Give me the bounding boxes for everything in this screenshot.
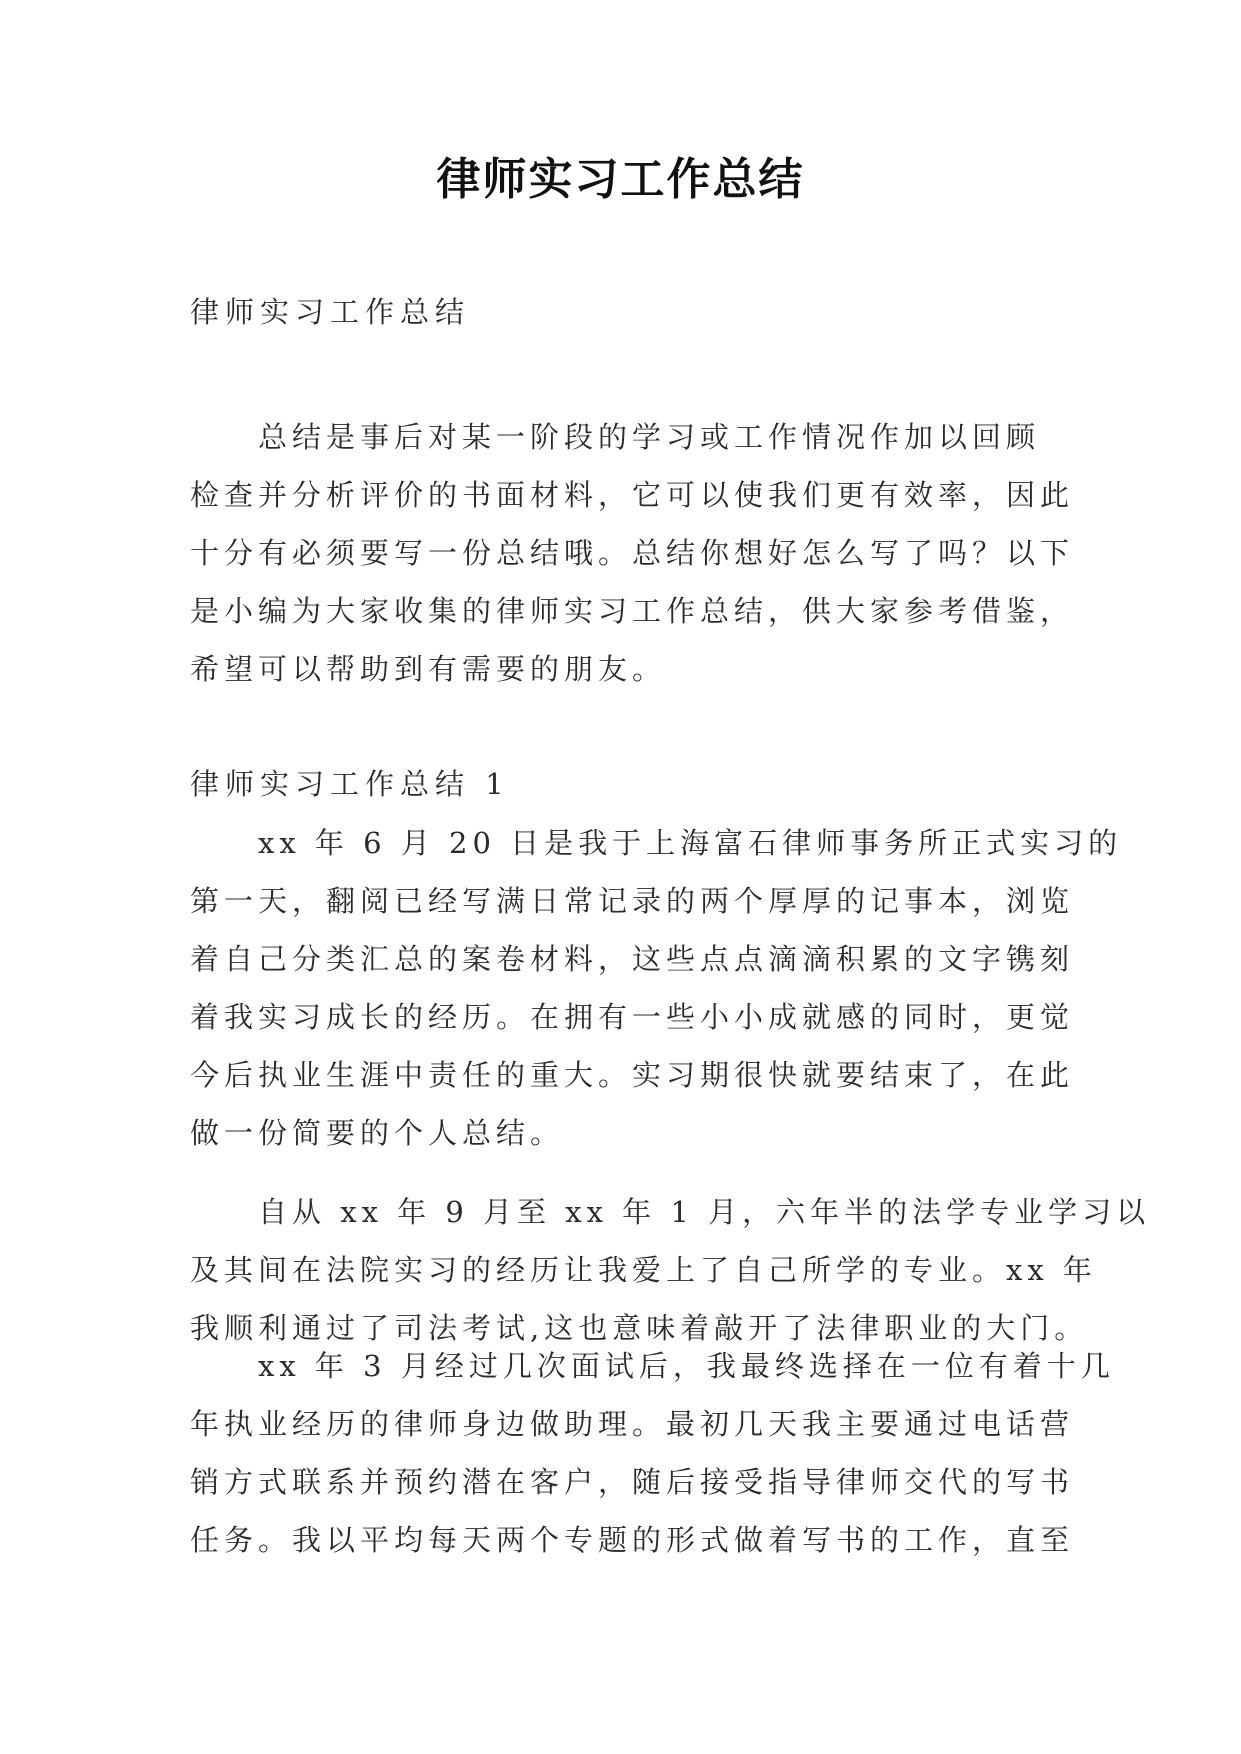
paragraph-line: 着我实习成长的经历。在拥有一些小小成就感的同时，更觉	[190, 1000, 1075, 1034]
paragraph-line: 总结是事后对某一阶段的学习或工作情况作加以回顾	[258, 420, 1041, 454]
paragraph-line: 是小编为大家收集的律师实习工作总结，供大家参考借鉴，	[190, 594, 1075, 628]
paragraph-line: 及其间在法院实习的经历让我爱上了自己所学的专业。xx 年	[190, 1253, 1097, 1287]
intro-paragraph	[190, 408, 1075, 698]
paragraph-line: 任务。我以平均每天两个专题的形式做着写书的工作，直至	[190, 1523, 1075, 1557]
section-heading: 律师实习工作总结 1	[190, 767, 510, 801]
paragraph-line: xx 年 6 月 20 日是我于上海富石律师事务所正式实习的	[258, 826, 1123, 860]
paragraph-line: 销方式联系并预约潜在客户，随后接受指导律师交代的写书	[190, 1465, 1075, 1499]
paragraph-line: 我顺利通过了司法考试,这也意味着敲开了法律职业的大门。	[190, 1311, 1089, 1345]
body-paragraph-3	[190, 1337, 1115, 1569]
document-title: 律师实习工作总结	[436, 154, 805, 205]
paragraph-line: 检查并分析评价的书面材料，它可以使我们更有效率，因此	[190, 478, 1075, 512]
document-subtitle: 律师实习工作总结	[190, 295, 471, 329]
paragraph-line: xx 年 3 月经过几次面试后，我最终选择在一位有着十几	[258, 1349, 1115, 1383]
paragraph-line: 自从 xx 年 9 月至 xx 年 1 月，六年半的法学专业学习以	[258, 1195, 1151, 1229]
paragraph-line: 做一份简要的个人总结。	[190, 1116, 565, 1150]
paragraph-line: 十分有必须要写一份总结哦。总结你想好怎么写了吗？以下	[190, 536, 1075, 570]
body-paragraph-2	[190, 1183, 1151, 1357]
paragraph-line: 年执业经历的律师身边做助理。最初几天我主要通过电话营	[190, 1407, 1075, 1441]
paragraph-line: 今后执业生涯中责任的重大。实习期很快就要结束了，在此	[190, 1058, 1075, 1092]
body-paragraph-1	[190, 814, 1123, 1162]
paragraph-line: 着自己分类汇总的案卷材料，这些点点滴滴积累的文字镌刻	[190, 942, 1075, 976]
paragraph-line: 希望可以帮助到有需要的朋友。	[190, 652, 667, 686]
paragraph-line: 第一天，翻阅已经写满日常记录的两个厚厚的记事本，浏览	[190, 884, 1075, 918]
